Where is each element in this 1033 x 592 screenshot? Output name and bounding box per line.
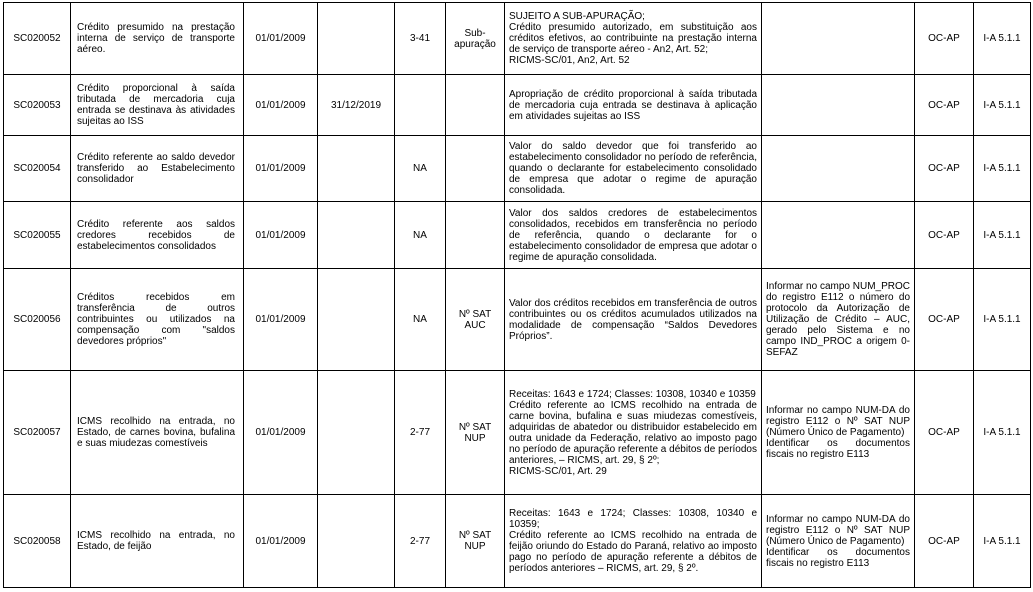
info-cell — [762, 202, 915, 269]
reference-cell: NA — [395, 269, 446, 371]
info-cell: Informar no campo NUM_PROC do registro E112 o número do protocolo da Autorização de Utilização de Crédito – AUC, gerado pelo Sistema e no campo IND_PROC a origem 0-SEFAZ — [762, 269, 915, 371]
type-cell — [446, 75, 505, 136]
group-cell: OC-AP — [915, 269, 974, 371]
section-cell: I-A 5.1.1 — [974, 495, 1031, 588]
code-cell: SC020057 — [4, 371, 71, 495]
end-date-cell — [318, 136, 395, 202]
description-cell: Crédito referente ao saldo devedor transferido ao Estabelecimento consolidador — [71, 136, 244, 202]
detail-cell: SUJEITO A SUB-APURAÇÃO; Crédito presumido autorizado, em substituição aos créditos efetivos, ao contribuinte na prestação interna de serviço de transporte aéreo - An2, Art. 52; RICMS-SC/01, An2, Art. 52 — [505, 3, 762, 75]
table-row — [4, 495, 1031, 588]
detail-cell: Apropriação de crédito proporcional à saída tributada de mercadoria cuja entrada se destinava à aplicação em atividades sujeitas ao ISS — [505, 75, 762, 136]
table-row — [4, 269, 1031, 371]
section-cell: I-A 5.1.1 — [974, 269, 1031, 371]
end-date-cell — [318, 269, 395, 371]
code-cell: SC020055 — [4, 202, 71, 269]
table-row — [4, 371, 1031, 495]
start-date-cell: 01/01/2009 — [244, 202, 318, 269]
end-date-cell — [318, 371, 395, 495]
end-date-cell — [318, 3, 395, 75]
section-cell: I-A 5.1.1 — [974, 136, 1031, 202]
type-cell — [446, 136, 505, 202]
type-cell: Nº SAT NUP — [446, 495, 505, 588]
reference-cell: NA — [395, 136, 446, 202]
section-cell: I-A 5.1.1 — [974, 75, 1031, 136]
reference-cell: NA — [395, 202, 446, 269]
type-cell: Nº SAT NUP — [446, 371, 505, 495]
table-row — [4, 75, 1031, 136]
detail-cell: Valor dos saldos credores de estabelecimentos consolidados, recebidos em transferência no período de referência, quando o declarante for o estabelecimento consolidador de empresa que adotar o regime de apuração consolidada. — [505, 202, 762, 269]
table-row — [4, 202, 1031, 269]
start-date-cell: 01/01/2009 — [244, 495, 318, 588]
type-cell: Sub-apuração — [446, 3, 505, 75]
start-date-cell: 01/01/2009 — [244, 136, 318, 202]
detail-cell: Receitas: 1643 e 1724; Classes: 10308, 10340 e 10359; Crédito referente ao ICMS recolhido na entrada de feijão oriundo do Estado do Paraná, relativo ao imposto pago no período de apuração referente a débitos de períodos anteriores – RICMS, art. 29, § 2º. — [505, 495, 762, 588]
info-cell: Informar no campo NUM-DA do registro E112 o Nº SAT NUP (Número Único de Pagamento) Identificar os documentos fiscais no registro E113 — [762, 495, 915, 588]
start-date-cell: 01/01/2009 — [244, 3, 318, 75]
section-cell: I-A 5.1.1 — [974, 371, 1031, 495]
code-cell: SC020056 — [4, 269, 71, 371]
code-cell: SC020058 — [4, 495, 71, 588]
table-row — [4, 136, 1031, 202]
description-cell: Crédito referente aos saldos credores recebidos de estabelecimentos consolidados — [71, 202, 244, 269]
description-cell: Créditos recebidos em transferência de outros contribuintes ou utilizados na compensação com "saldos devedores próprios" — [71, 269, 244, 371]
start-date-cell: 01/01/2009 — [244, 75, 318, 136]
group-cell: OC-AP — [915, 371, 974, 495]
description-cell: ICMS recolhido na entrada, no Estado, de carnes bovina, bufalina e suas miudezas comestíveis — [71, 371, 244, 495]
detail-cell: Valor dos créditos recebidos em transferência de outros contribuintes ou os créditos acumulados utilizados na modalidade de compensação “Saldos Devedores Próprios”. — [505, 269, 762, 371]
detail-cell: Receitas: 1643 e 1724; Classes: 10308, 10340 e 10359 Crédito referente ao ICMS recolhido na entrada de carne bovina, bufalina e suas miudezas comestíveis, adquiridas de abatedor ou distribuidor estabelecido em outra unidade da Federação, relativo ao imposto pago no período de apuração referente a débitos de períodos anteriores, – RICMS, art. 29, § 2º; RICMS-SC/01, Art. 29 — [505, 371, 762, 495]
info-cell — [762, 136, 915, 202]
code-cell: SC020053 — [4, 75, 71, 136]
info-cell — [762, 3, 915, 75]
detail-cell: Valor do saldo devedor que foi transferido ao estabelecimento consolidador no período de referência, quando o declarante for estabelecimento consolidado de empresa que adotar o regime de apuração consolidada. — [505, 136, 762, 202]
start-date-cell: 01/01/2009 — [244, 269, 318, 371]
info-cell: Informar no campo NUM-DA do registro E112 o Nº SAT NUP (Número Único de Pagamento) Identificar os documentos fiscais no registro E113 — [762, 371, 915, 495]
group-cell: OC-AP — [915, 202, 974, 269]
description-cell: Crédito proporcional à saída tributada de mercadoria cuja entrada se destinava às atividades sujeitas ao ISS — [71, 75, 244, 136]
type-cell: Nº SAT AUC — [446, 269, 505, 371]
info-cell — [762, 75, 915, 136]
reference-cell: 2-77 — [395, 371, 446, 495]
end-date-cell — [318, 495, 395, 588]
section-cell: I-A 5.1.1 — [974, 202, 1031, 269]
code-cell: SC020052 — [4, 3, 71, 75]
description-cell: ICMS recolhido na entrada, no Estado, de feijão — [71, 495, 244, 588]
type-cell — [446, 202, 505, 269]
group-cell: OC-AP — [915, 75, 974, 136]
reference-cell: 3-41 — [395, 3, 446, 75]
section-cell: I-A 5.1.1 — [974, 3, 1031, 75]
end-date-cell — [318, 202, 395, 269]
adjustment-codes-table — [3, 2, 1031, 588]
reference-cell: 2-77 — [395, 495, 446, 588]
table-row — [4, 3, 1031, 75]
end-date-cell: 31/12/2019 — [318, 75, 395, 136]
description-cell: Crédito presumido na prestação interna de serviço de transporte aéreo. — [71, 3, 244, 75]
group-cell: OC-AP — [915, 495, 974, 588]
start-date-cell: 01/01/2009 — [244, 371, 318, 495]
document-page — [3, 2, 1030, 588]
group-cell: OC-AP — [915, 3, 974, 75]
code-cell: SC020054 — [4, 136, 71, 202]
group-cell: OC-AP — [915, 136, 974, 202]
reference-cell — [395, 75, 446, 136]
